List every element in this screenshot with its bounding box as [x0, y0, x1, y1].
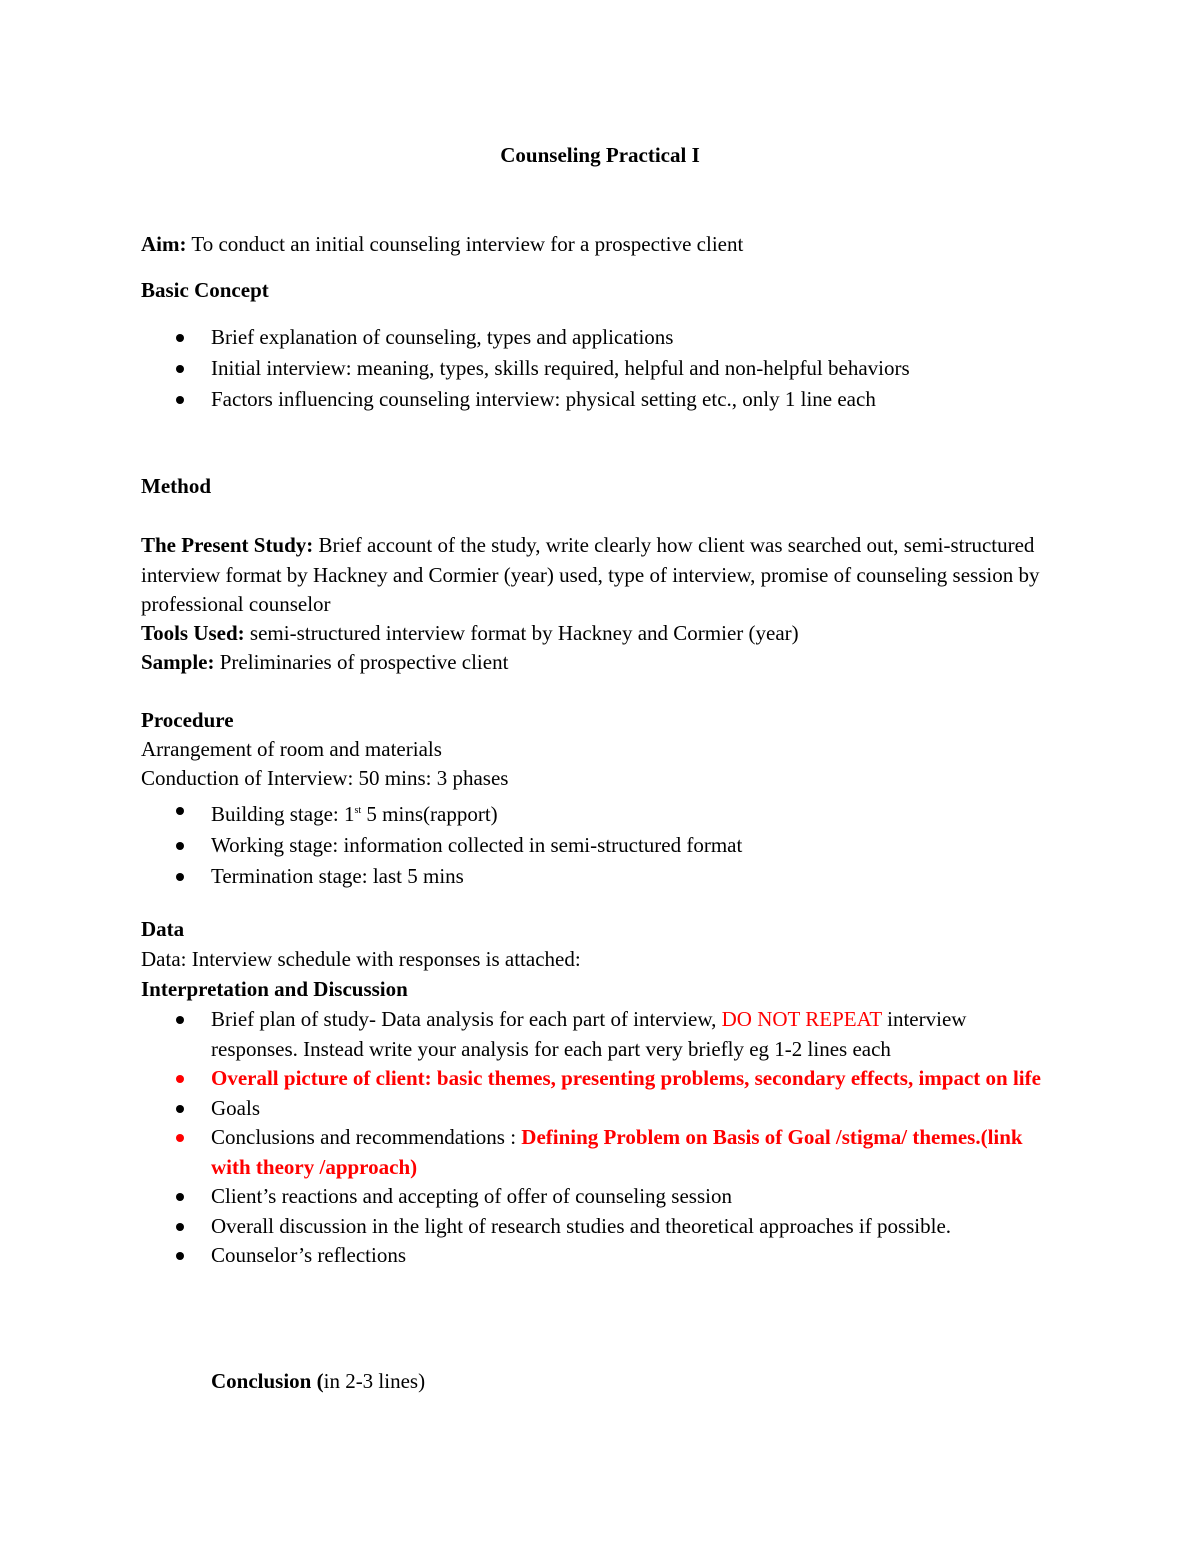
aim-text: To conduct an initial counseling interview for a prospective client: [186, 232, 744, 256]
bullet-icon: [176, 1134, 184, 1142]
aim-label: Aim:: [141, 232, 187, 256]
bullet-icon: [176, 1075, 184, 1083]
procedure-list: [141, 795, 1041, 892]
bullet-icon: [176, 807, 184, 815]
bullet-icon: [176, 842, 184, 850]
data-line: Data: Interview schedule with responses is attached:: [141, 947, 581, 971]
list-item-text: Brief explanation of counseling, types and applications: [211, 325, 674, 349]
present-study-text: Brief account of the study, write clearly how client was searched out, semi-structured interview format by Hackney and Cormier (year) used, type of interview, promise of counseling session by professional counselor: [141, 533, 1040, 616]
bullet-icon: [176, 396, 184, 404]
list-item: Counselor’s reflections: [141, 1241, 1041, 1271]
bullet-icon: [176, 334, 184, 342]
interpretation-list: [141, 1005, 1041, 1271]
procedure-line-2: Conduction of Interview: 50 mins: 3 phases: [141, 766, 509, 790]
list-item: [141, 795, 1041, 830]
conclusion-label: Conclusion (: [211, 1369, 324, 1393]
tools-used-label: Tools Used:: [141, 621, 245, 645]
document-title: Counseling Practical I: [500, 143, 700, 167]
procedure-heading: Procedure: [141, 708, 234, 732]
conclusion-line: [211, 1367, 425, 1396]
list-item-text: Factors influencing counseling interview: physical setting etc., only 1 line each: [211, 387, 876, 411]
list-item: Overall picture of client: basic themes, presenting problems, secondary effects, impact on life: [141, 1064, 1041, 1094]
list-item-text: Building stage: 1st 5 mins(rapport): [211, 802, 498, 826]
sample-line: [141, 648, 508, 677]
aim-line: [141, 230, 743, 259]
list-item-text: Termination stage: last 5 mins: [211, 864, 464, 888]
list-item: Client’s reactions and accepting of offer of counseling session: [141, 1182, 1041, 1212]
bullet-icon: [176, 365, 184, 373]
list-item: Overall discussion in the light of research studies and theoretical approaches if possible.: [141, 1212, 1041, 1242]
list-item: [141, 861, 1041, 892]
list-item: Goals: [141, 1094, 1041, 1124]
bullet-icon: [176, 1105, 184, 1113]
interpretation-heading: Interpretation and Discussion: [141, 977, 408, 1001]
method-heading: Method: [141, 474, 211, 498]
list-item-text: Initial interview: meaning, types, skills required, helpful and non-helpful behaviors: [211, 356, 910, 380]
bullet-icon: [176, 1252, 184, 1260]
list-item-text: Working stage: information collected in semi-structured format: [211, 833, 743, 857]
basic-concept-list: [141, 322, 1041, 415]
tools-used-line: [141, 619, 799, 648]
sample-text: Preliminaries of prospective client: [214, 650, 509, 674]
data-heading: Data: [141, 917, 185, 941]
list-item: [141, 384, 1041, 415]
bullet-icon: [176, 1223, 184, 1231]
present-study-label: The Present Study:: [141, 533, 314, 557]
procedure-line-1: Arrangement of room and materials: [141, 737, 442, 761]
bullet-icon: [176, 1016, 184, 1024]
list-item: Brief plan of study- Data analysis for each part of interview, DO NOT REPEAT interview responses. Instead write your analysis for each part very briefly eg 1-2 lines each: [141, 1005, 1041, 1064]
bullet-icon: [176, 1193, 184, 1201]
list-item: [141, 830, 1041, 861]
basic-concept-heading: Basic Concept: [141, 278, 269, 302]
list-item: [141, 353, 1041, 384]
tools-used-text: semi-structured interview format by Hackney and Cormier (year): [244, 621, 799, 645]
list-item: [141, 322, 1041, 353]
conclusion-text: in 2-3 lines): [323, 1369, 426, 1393]
sample-label: Sample:: [141, 650, 215, 674]
bullet-icon: [176, 873, 184, 881]
present-study-paragraph: [141, 531, 1061, 620]
list-item: Conclusions and recommendations : Defining Problem on Basis of Goal /stigma/ themes.(link with theory /approach): [141, 1123, 1041, 1182]
